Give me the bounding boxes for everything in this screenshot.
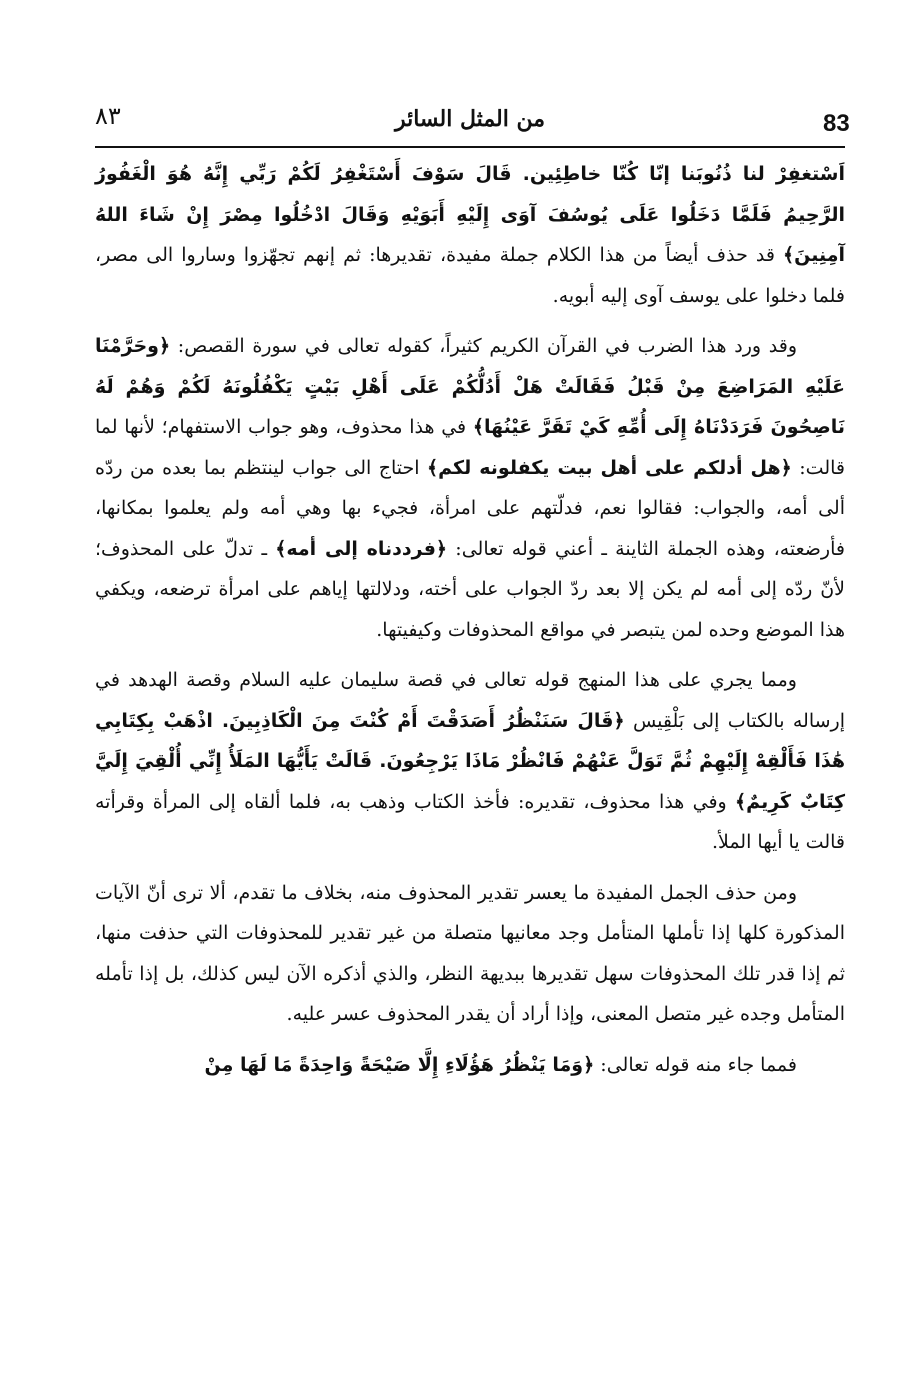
quran-quote: اَسْتغفِرْ لنا ذُنُوبَنا إنّا كُنّا خاطِئِين. قَالَ سَوْفَ أَسْتَغْفِرُ لَكُمْ رَبِّي إِنَّهُ هُوَ الْغَفُورُ الرَّحِيمُ فَلَمَّا دَخَلُوا عَلَى يُوسُفَ آوَى إِلَيْهِ أَبَوَيْهِ وَقَالَ ادْخُلُوا مِصْرَ إِنْ شَاءَ اللهُ آمِنِينَ﴾ — [95, 163, 845, 266]
prose-text: ـ تدلّ على المحذوف؛ لأنّ ردّه إلى أمه لم يكن إلا بعد ردّ الجواب على أخته، ودلالتها إياهم على امرأة ترضعه، ويكفي هذا الموضع وحده لمن يتبصر في مواقع المحذوفات وكيفيتها. — [95, 537, 845, 641]
quran-quote: ﴿وحَرَّمْنَا عَلَيْهِ المَرَاضِعَ مِنْ قَبْلُ فَقَالَتْ هَلْ أَدُلُّكُمْ عَلَى أَهْلِ بَيْتٍ يَكْفُلُونَهُ لَكُمْ وَهُمْ لَهُ نَاصِحُونَ فَرَدَدْنَاهُ إِلَى أُمِّهِ كَيْ تَقَرَّ عَيْنُهَا﴾ — [95, 335, 846, 438]
body-text — [95, 154, 845, 1085]
prose-text: وفي هذا محذوف، تقديره: فأخذ الكتاب وذهب به، فلما ألقاه إلى المرأة وقرأته قالت يا أيها الملأ. — [95, 790, 845, 853]
prose-text: فمما جاء منه قوله تعالى: — [594, 1053, 797, 1076]
paragraph — [95, 660, 845, 863]
prose-text: قد حذف أيضاً من هذا الكلام جملة مفيدة، تقديرها: ثم إنهم تجهّزوا وساروا الى مصر، فلما دخلوا على يوسف آوى إليه أبويه. — [95, 244, 845, 307]
quran-quote: ﴿قَالَ سَنَنْظُرُ أَصَدَقْتَ أَمْ كُنْتَ مِنَ الْكَاذِبِينَ. اذْهَبْ بِكِتَابِي هَٰذَا فَأَلْقِهْ إِلَيْهِمْ ثُمَّ تَوَلَّ عَنْهُمْ فَانْظُرْ مَاذَا يَرْجِعُونَ. قَالَتْ يَأَيُّهَا المَلَأُ إِنِّي أُلْقِيَ إِلَيَّ كِتَابٌ كَرِيمٌ﴾ — [95, 709, 846, 813]
running-title: من المثل السائر — [394, 106, 546, 132]
paragraph-gap — [95, 1035, 845, 1045]
paragraph-gap — [95, 650, 845, 660]
page-number-latin: 83 — [823, 110, 850, 137]
page-number-arabic: ٨٣ — [95, 102, 121, 130]
paragraph — [95, 154, 845, 316]
running-header — [95, 100, 850, 140]
paragraph — [95, 873, 845, 1035]
quran-quote: ﴿وَمَا يَنْظُرُ هَؤُلَاءِ إِلَّا صَيْحَةً وَاحِدَةً مَا لَهَا مِنْ — [204, 1053, 595, 1076]
prose-text: ومن حذف الجمل المفيدة ما يعسر تقدير المحذوف منه، بخلاف ما تقدم، ألا ترى أنّ الآيات المذكورة كلها إذا تأملها المتأمل وجد معانيها متصلة من غير تقدير للمحذوفات التي حذفت منها، ثم إذا قدر تلك المحذوفات سهل تقديرها ببديهة النظر، والذي أذكره الآن ليس كذلك، بل إذا تأمله المتأمل وجده غير متصل المعنى، وإذا أراد أن يقدر المحذوف عسر عليه. — [95, 881, 845, 1025]
paragraph-gap — [95, 316, 845, 326]
paragraph — [95, 1045, 845, 1086]
prose-text: احتاج الى جواب لينتظم بما بعده من ردّه ألى أمه، والجواب: فقالوا نعم، فدلّتهم على امرأة، فجيء بها وهي أمه ولم يعلموا بمكانها، فأرضعته، وهذه الجملة الثاينة ـ أعني قوله تعالى: — [95, 456, 845, 560]
prose-text: في هذا محذوف، وهو جواب الاستفهام؛ لأنها لما قالت: — [95, 416, 845, 479]
prose-text: وقد ورد هذا الضرب في القرآن الكريم كثيراً، كقوله تعالى في سورة القصص: — [170, 335, 797, 357]
prose-text: ومما يجري على هذا المنهج قوله تعالى في قصة سليمان عليه السلام وقصة الهدهد في إرساله بالكتاب إلى بَلْقِيس — [95, 669, 845, 732]
paragraph-gap — [95, 863, 845, 873]
paragraph — [95, 326, 845, 650]
quran-quote: ﴿هل أدلكم على أهل بيت يكفلونه لكم﴾ — [427, 456, 792, 479]
header-rule — [95, 146, 845, 148]
quran-quote: ﴿فرددناه إلى أمه﴾ — [275, 537, 448, 560]
